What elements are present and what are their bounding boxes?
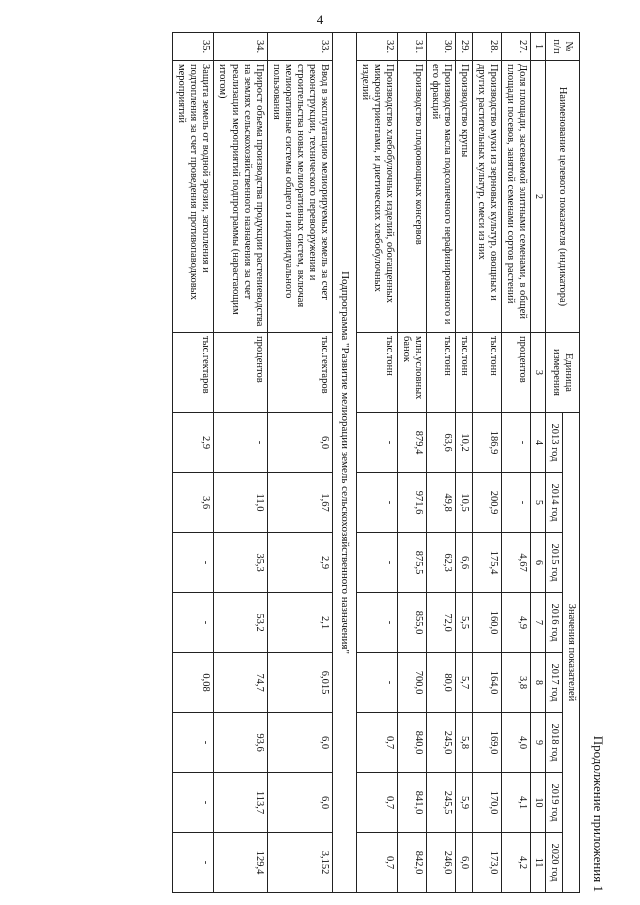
value-cell: 875,5 [397, 533, 426, 593]
page-number: 4 [316, 12, 324, 27]
value-cell: 5,9 [456, 773, 473, 833]
table-row [173, 33, 214, 893]
value-cell: - [356, 533, 397, 593]
row-number: 27. [502, 33, 531, 61]
column-number: 9 [531, 713, 546, 773]
indicator-name: Защита земель от водной эрозии, затопления и подтопления за счет проведения противопаводковых мероприятий [173, 61, 214, 333]
header-values-group: Значения показателей [562, 413, 579, 893]
indicators-table [172, 32, 580, 893]
value-cell: - [356, 653, 397, 713]
column-number: 10 [531, 773, 546, 833]
value-cell: 129,4 [214, 833, 267, 893]
table-row [267, 33, 332, 893]
value-cell: 1,67 [267, 473, 332, 533]
row-number: 34. [214, 33, 267, 61]
value-cell: 246,0 [426, 833, 455, 893]
column-number: 1 [531, 33, 546, 61]
indicator-name: Производство плодоовощных консервов [397, 61, 426, 333]
value-cell: 4,0 [502, 713, 531, 773]
value-cell: 113,7 [214, 773, 267, 833]
value-cell: 10,5 [456, 473, 473, 533]
value-cell: 6,6 [456, 533, 473, 593]
unit-cell: млн.условных банок [397, 333, 426, 413]
value-cell: 5,5 [456, 593, 473, 653]
value-cell: - [356, 593, 397, 653]
column-number: 8 [531, 653, 546, 713]
value-cell: 6,015 [267, 653, 332, 713]
value-cell: 170,0 [473, 773, 502, 833]
value-cell: 63,6 [426, 413, 455, 473]
value-cell: 164,0 [473, 653, 502, 713]
column-number: 6 [531, 533, 546, 593]
unit-cell: тыс.тонн [426, 333, 455, 413]
indicator-name: Ввод в эксплуатацию мелиорируемых земель за счет реконструкции, технического перевооружения и строительства новых мелиоративных систем, включая мелиоративные системы общего и индивидуального пользования [267, 61, 332, 333]
indicator-name: Производство муки из зерновых культур, овощных и других растительных культур, смеси из них [473, 61, 502, 333]
unit-cell: процентов [214, 333, 267, 413]
row-number: 35. [173, 33, 214, 61]
value-cell: 4,67 [502, 533, 531, 593]
value-cell: 186,9 [473, 413, 502, 473]
row-number: 30. [426, 33, 455, 61]
value-cell: 841,0 [397, 773, 426, 833]
value-cell: 245,0 [426, 713, 455, 773]
value-cell: 173,0 [473, 833, 502, 893]
table-row [356, 33, 397, 893]
value-cell: 35,3 [214, 533, 267, 593]
value-cell: 4,9 [502, 593, 531, 653]
unit-cell: тыс.тонн [356, 333, 397, 413]
column-number: 7 [531, 593, 546, 653]
rotated-table-area [20, 32, 606, 892]
appendix-note: Продолжение приложения 1 [591, 735, 606, 892]
value-cell: 0,7 [356, 773, 397, 833]
row-number: 33. [267, 33, 332, 61]
value-cell: - [356, 413, 397, 473]
table-row [214, 33, 267, 893]
value-cell: - [502, 413, 531, 473]
value-cell: 11,0 [214, 473, 267, 533]
value-cell: 200,9 [473, 473, 502, 533]
value-cell: 62,3 [426, 533, 455, 593]
value-cell: 4,2 [502, 833, 531, 893]
value-cell: 160,0 [473, 593, 502, 653]
value-cell: 6,0 [267, 713, 332, 773]
value-cell: 0,08 [173, 653, 214, 713]
header-year: 2016 год [545, 593, 562, 653]
indicator-name: Доля площади, засеваемой элитными семенами, в общей площади посевов, занятой семенами сортов растений [502, 61, 531, 333]
value-cell: 5,7 [456, 653, 473, 713]
value-cell: - [173, 773, 214, 833]
value-cell: 3,6 [173, 473, 214, 533]
value-cell: 169,0 [473, 713, 502, 773]
row-number: 28. [473, 33, 502, 61]
value-cell: 971,6 [397, 473, 426, 533]
value-cell: - [173, 533, 214, 593]
row-number: 31. [397, 33, 426, 61]
header-year: 2019 год [545, 773, 562, 833]
value-cell: 245,5 [426, 773, 455, 833]
indicator-name: Производство хлебобулочных изделий, обогащенных микронутриентами, и диетических хлебобулочных изделий [356, 61, 397, 333]
header-year: 2013 год [545, 413, 562, 473]
value-cell: 0,7 [356, 833, 397, 893]
value-cell: 2,9 [173, 413, 214, 473]
column-number: 11 [531, 833, 546, 893]
header-year: 2018 год [545, 713, 562, 773]
value-cell: 879,4 [397, 413, 426, 473]
header-year: 2014 год [545, 473, 562, 533]
value-cell: 2,1 [267, 593, 332, 653]
unit-cell: процентов [502, 333, 531, 413]
table-row [426, 33, 455, 893]
value-cell: - [502, 473, 531, 533]
unit-cell: тыс.гектаров [173, 333, 214, 413]
value-cell: 840,0 [397, 713, 426, 773]
value-cell: 93,6 [214, 713, 267, 773]
header-name: Наименование целевого показателя (индикатора) [545, 61, 579, 333]
value-cell: 700,0 [397, 653, 426, 713]
value-cell: 4,1 [502, 773, 531, 833]
value-cell: - [173, 833, 214, 893]
value-cell: 842,0 [397, 833, 426, 893]
header-year: 2017 год [545, 653, 562, 713]
row-number: 29. [456, 33, 473, 61]
column-number: 4 [531, 413, 546, 473]
value-cell: 53,2 [214, 593, 267, 653]
value-cell: 10,2 [456, 413, 473, 473]
value-cell: 6,0 [267, 413, 332, 473]
column-number: 5 [531, 473, 546, 533]
value-cell: 49,8 [426, 473, 455, 533]
value-cell: 855,0 [397, 593, 426, 653]
indicator-name: Производство крупы [456, 61, 473, 333]
header-unit: Единица измерения [545, 333, 579, 413]
value-cell: 74,7 [214, 653, 267, 713]
header-year: 2020 год [545, 833, 562, 893]
value-cell: 0,7 [356, 713, 397, 773]
value-cell: 3,152 [267, 833, 332, 893]
value-cell: - [173, 713, 214, 773]
header-num: № п/п [545, 33, 579, 61]
value-cell: - [173, 593, 214, 653]
table-row [502, 33, 531, 893]
table-row [456, 33, 473, 893]
header-year: 2015 год [545, 533, 562, 593]
value-cell: - [214, 413, 267, 473]
indicator-name: Производство масла подсолнечного нерафинированного и его фракций [426, 61, 455, 333]
value-cell: 3,8 [502, 653, 531, 713]
unit-cell: тыс.тонн [456, 333, 473, 413]
unit-cell: тыс.гектаров [267, 333, 332, 413]
row-number: 32. [356, 33, 397, 61]
indicator-name: Прирост объема производства продукции растениеводства на землях сельскохозяйственного назначения за счет реализации мероприятий подпрограммы (нарастающим итогом) [214, 61, 267, 333]
value-cell: 80,0 [426, 653, 455, 713]
value-cell: 6,0 [267, 773, 332, 833]
value-cell: - [356, 473, 397, 533]
column-number: 2 [531, 61, 546, 333]
table-row [473, 33, 502, 893]
unit-cell: тыс.тонн [473, 333, 502, 413]
value-cell: 2,9 [267, 533, 332, 593]
value-cell: 175,4 [473, 533, 502, 593]
column-number: 3 [531, 333, 546, 413]
value-cell: 5,8 [456, 713, 473, 773]
table-row [397, 33, 426, 893]
value-cell: 72,0 [426, 593, 455, 653]
value-cell: 6,0 [456, 833, 473, 893]
subprogram-title: Подпрограмма "Развитие мелиорации земель сельскохозяйственного назначения" [332, 33, 356, 893]
